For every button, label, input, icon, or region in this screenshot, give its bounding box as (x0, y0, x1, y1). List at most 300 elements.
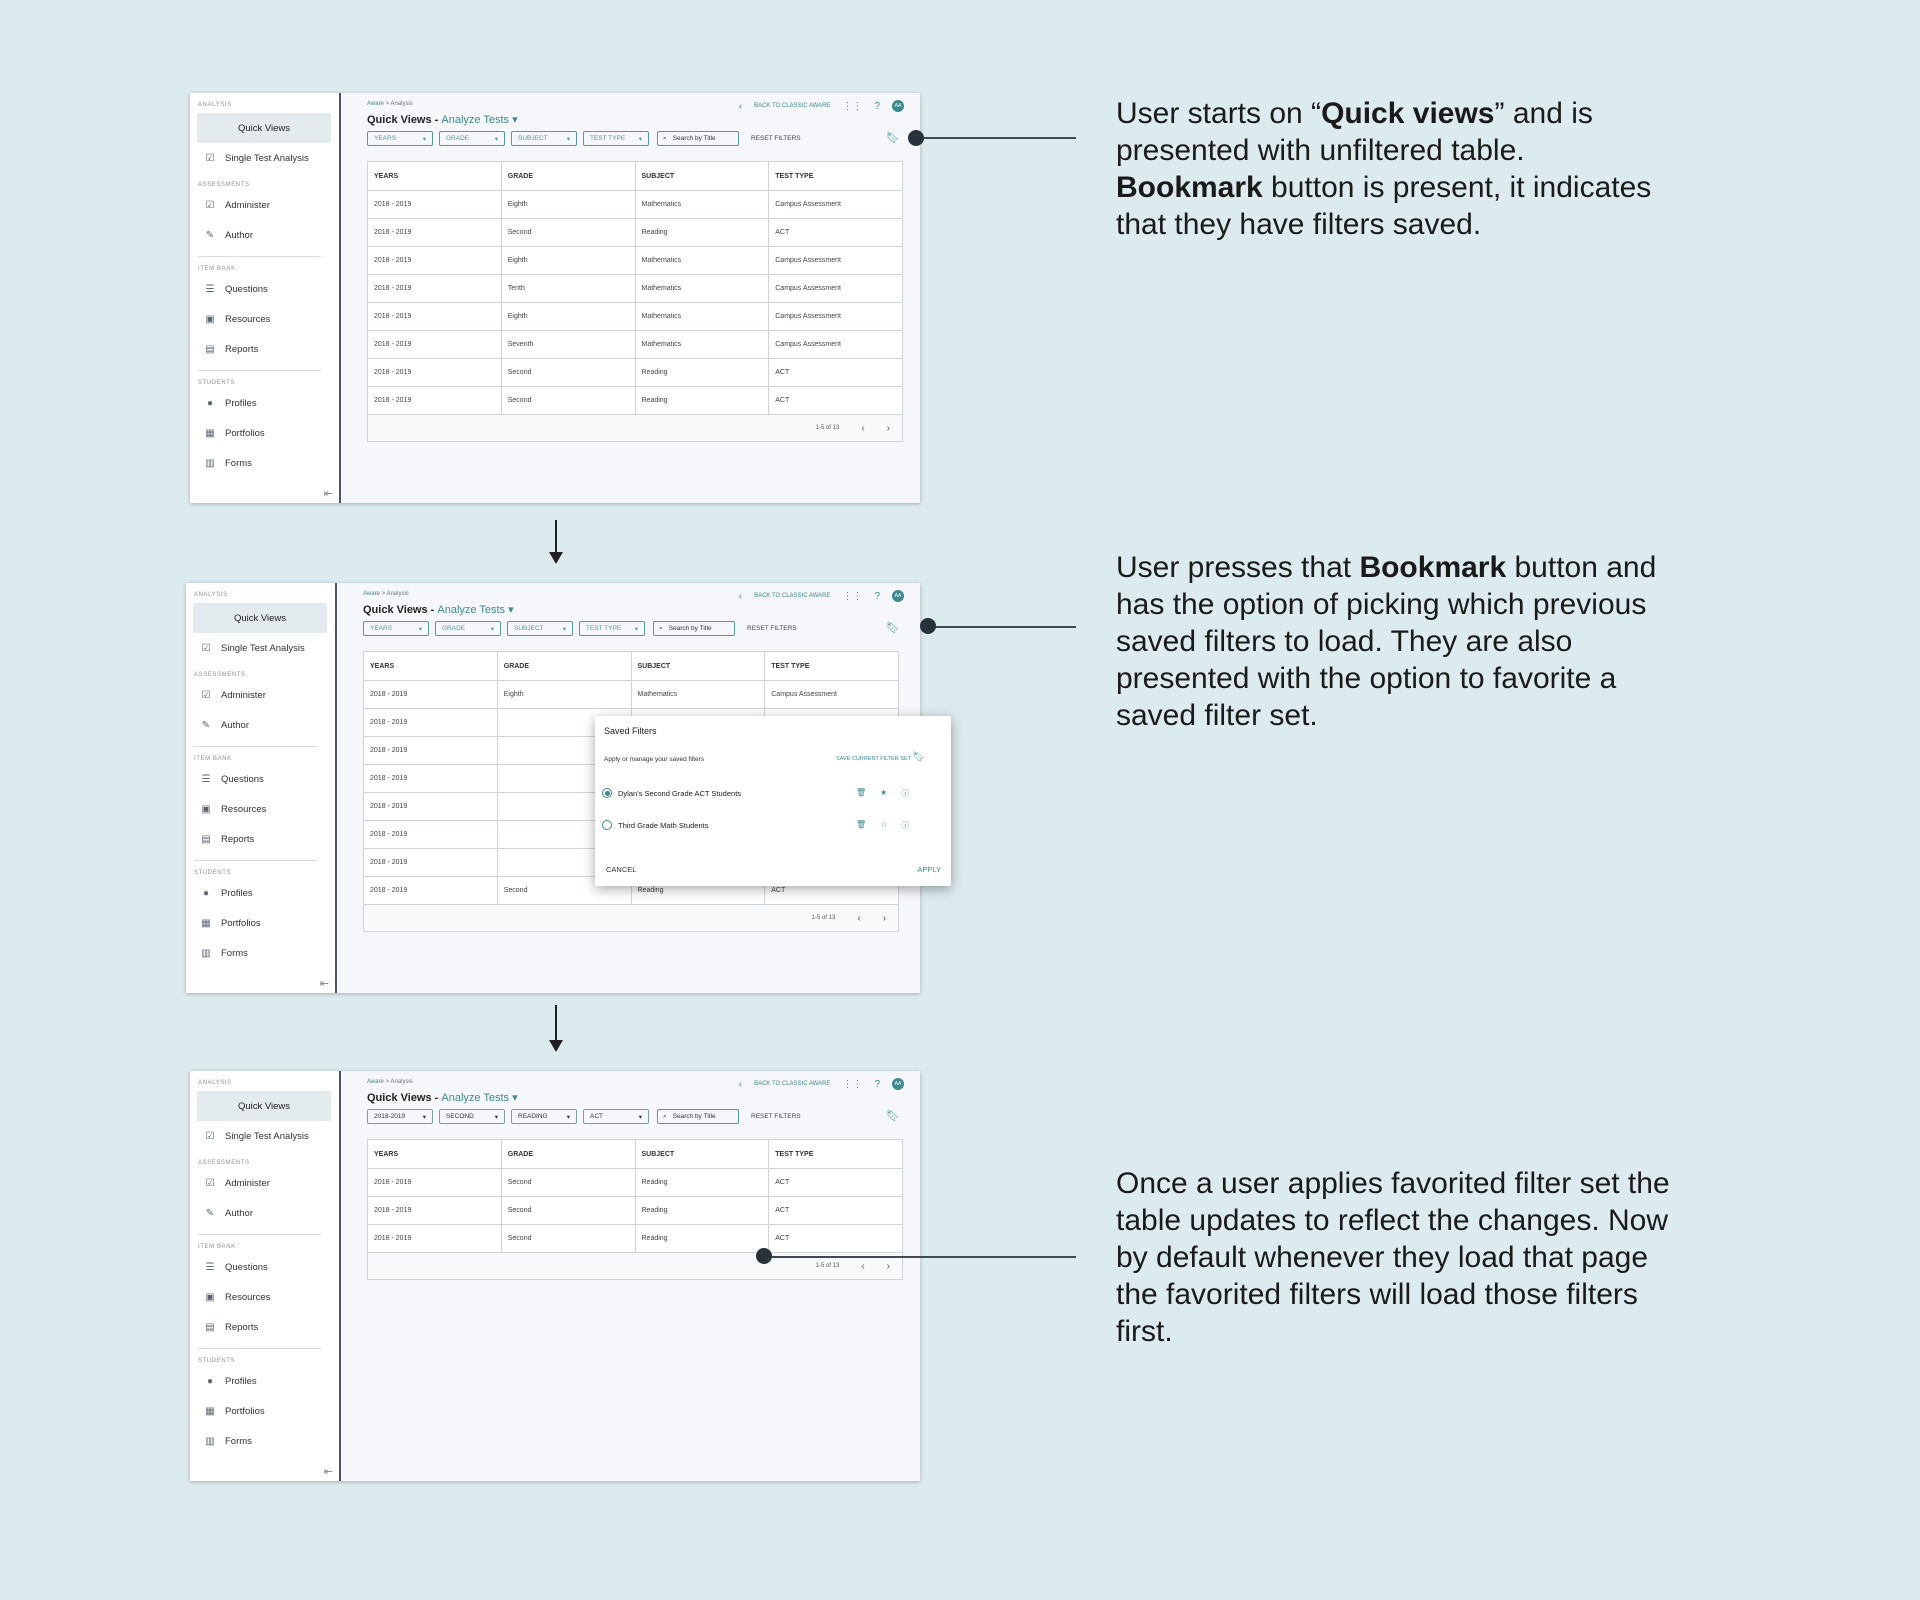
sidebar-item-profiles[interactable] (190, 388, 339, 418)
column-header-years[interactable]: YEARS (368, 1140, 502, 1168)
table-cell: Second (502, 1197, 636, 1224)
screen-1-unfiltered (190, 93, 920, 503)
reset-filters-button[interactable]: RESET FILTERS (751, 135, 801, 142)
reset-filters-button[interactable]: RESET FILTERS (747, 625, 797, 632)
sidebar-item-reports[interactable] (186, 824, 335, 854)
table-row[interactable] (368, 1169, 902, 1197)
checkbox-icon: ☑ (205, 1130, 215, 1142)
table-cell: Reading (636, 1169, 770, 1196)
filter-grade[interactable] (439, 1109, 505, 1124)
table-cell: 2018 - 2019 (364, 709, 498, 736)
column-header-years[interactable]: YEARS (364, 652, 498, 680)
back-arrow-icon[interactable]: ‹ (738, 1078, 743, 1090)
nav-label: Administer (225, 199, 270, 211)
avatar[interactable]: AA (892, 100, 904, 112)
table-cell: Eighth (502, 247, 636, 274)
section-label-analysis: ANALYSIS (198, 102, 232, 108)
sidebar-item-profiles[interactable] (190, 1366, 339, 1396)
table-pagination (364, 905, 898, 931)
table-row[interactable] (368, 331, 902, 359)
delete-icon[interactable]: 🗑︎ (856, 819, 867, 829)
filter-grade[interactable] (435, 621, 501, 636)
column-header-grade[interactable]: GRADE (498, 652, 632, 680)
table-cell: Reading (636, 1197, 770, 1224)
breadcrumb-root[interactable]: Aware (363, 591, 380, 597)
search-icon: ⌕ (663, 1112, 667, 1120)
library-icon: ▣ (205, 1291, 215, 1303)
nav-label: Single Test Analysis (225, 152, 309, 164)
column-header-test-type[interactable]: TEST TYPE (775, 172, 814, 180)
table-row[interactable] (368, 191, 902, 219)
table-cell: 2018 - 2019 (364, 877, 498, 904)
table-pagination (368, 415, 902, 441)
table-cell: Reading (636, 387, 770, 414)
nav-label: Questions (221, 773, 264, 785)
sidebar-item-quick-views[interactable]: Quick Views (197, 113, 331, 143)
nav-label: Forms (221, 947, 248, 959)
collapse-sidebar-icon[interactable]: ⇤ (323, 488, 333, 500)
back-arrow-icon[interactable]: ‹ (738, 590, 743, 602)
checkbox-icon: ☑ (201, 689, 211, 701)
page-title (363, 603, 514, 616)
title-text: Quick Views (363, 604, 428, 616)
table-cell: Second (502, 1169, 636, 1196)
portfolio-icon: ▦ (205, 427, 215, 439)
table-cell: Reading (632, 877, 766, 904)
breadcrumb-current: Analysis (390, 1079, 413, 1085)
dialog-subtitle: Apply or manage your saved filters (604, 756, 705, 763)
note-bold: Bookmark (1359, 551, 1507, 584)
caret-down-icon: ▾ (562, 625, 566, 633)
sidebar-item-administer[interactable] (190, 1168, 339, 1198)
apps-grid-icon[interactable]: ⋮⋮ (842, 590, 863, 602)
nav-label: Single Test Analysis (225, 1130, 309, 1142)
info-icon[interactable]: ⓘ (901, 820, 910, 830)
breadcrumb-current: Analysis (390, 101, 413, 107)
search-icon: ⌕ (659, 624, 663, 632)
search-input[interactable] (657, 131, 739, 146)
bookmark-icon[interactable]: 🔖︎ (886, 622, 900, 634)
table-cell: ACT (775, 1207, 790, 1214)
dialog-title: Saved Filters (604, 726, 657, 736)
delete-icon[interactable]: 🗑︎ (856, 787, 867, 797)
nav-label: Author (221, 719, 249, 731)
nav-label: Administer (225, 1177, 270, 1189)
table-cell: ACT (775, 229, 790, 236)
section-label-students: STUDENTS (194, 870, 232, 876)
sidebar (190, 93, 341, 503)
table-row[interactable] (368, 275, 902, 303)
back-arrow-icon[interactable]: ‹ (738, 100, 743, 112)
portfolio-icon: ▦ (205, 1405, 215, 1417)
star-filled-icon[interactable]: ★ (880, 787, 888, 797)
sidebar-item-quick-views[interactable]: Quick Views (197, 1091, 331, 1121)
portfolio-icon: ▦ (201, 917, 211, 929)
back-to-classic-link[interactable]: BACK TO CLASSIC AWARE (754, 103, 831, 109)
caret-down-icon: ▾ (566, 135, 570, 143)
star-outline-icon[interactable]: ☆ (880, 819, 888, 829)
caret-down-icon: ▾ (638, 1113, 642, 1121)
chevron-left-icon[interactable]: ‹ (861, 422, 865, 434)
pencil-icon: ✎ (205, 1207, 215, 1219)
caret-down-icon[interactable]: ▾ (508, 604, 514, 616)
breadcrumb-root[interactable]: Aware (367, 1079, 384, 1085)
section-label-assessments: ASSESSMENTS (198, 1160, 250, 1166)
search-placeholder: Search by Title (672, 135, 716, 142)
main-panel (341, 1071, 920, 1481)
breadcrumb (367, 1079, 413, 1085)
table-cell: Campus Assessment (775, 285, 841, 292)
table-cell: ACT (775, 1235, 790, 1242)
back-to-classic-link[interactable]: BACK TO CLASSIC AWARE (754, 593, 831, 599)
bookmark-icon[interactable]: 🔖︎ (886, 1110, 900, 1122)
table-cell: Eighth (502, 191, 636, 218)
caret-down-icon: ▾ (418, 625, 422, 633)
table-cell: Second (502, 1225, 636, 1252)
column-header-subject[interactable]: SUBJECT (632, 652, 766, 680)
table-cell: Reading (636, 219, 770, 246)
sidebar-item-portfolios[interactable] (186, 908, 335, 938)
flow-arrow-1 (555, 520, 557, 562)
filter-label: YEARS (374, 135, 397, 142)
column-header-subject[interactable]: SUBJECT (636, 162, 770, 190)
table-cell: 2018 - 2019 (364, 821, 498, 848)
caret-down-icon[interactable]: ▾ (512, 1092, 518, 1104)
apps-grid-icon[interactable]: ⋮⋮ (842, 1078, 863, 1090)
column-header-years[interactable]: YEARS (368, 162, 502, 190)
sidebar-item-single-test-analysis[interactable] (190, 143, 339, 173)
avatar[interactable]: AA (892, 1078, 904, 1090)
table-cell: ACT (771, 887, 786, 894)
data-table (367, 1139, 903, 1280)
caret-down-icon[interactable]: ▾ (512, 114, 518, 126)
annotation-step-2 (1116, 549, 1676, 734)
table-cell: 2018 - 2019 (368, 387, 502, 414)
chevron-left-icon[interactable]: ‹ (861, 1260, 865, 1272)
sidebar-item-author[interactable] (186, 710, 335, 740)
nav-label: Profiles (221, 887, 253, 899)
caret-down-icon: ▾ (494, 135, 498, 143)
filter-test-type[interactable] (583, 1109, 649, 1124)
sidebar-item-resources[interactable] (190, 304, 339, 334)
filter-years[interactable] (363, 621, 429, 636)
table-row[interactable] (364, 681, 898, 709)
section-label-item-bank: ITEM BANK (198, 1244, 236, 1250)
nav-label: Profiles (225, 1375, 257, 1387)
nav-label: Questions (225, 283, 268, 295)
divider (198, 370, 321, 371)
title-text: Quick Views (367, 114, 432, 126)
collapse-sidebar-icon[interactable]: ⇤ (323, 1466, 333, 1478)
table-cell: Campus Assessment (771, 691, 837, 698)
table-cell: Second (502, 387, 636, 414)
filter-label: GRADE (442, 625, 466, 632)
cancel-button[interactable]: CANCEL (606, 865, 637, 874)
screen-2-saved-filters-dialog (186, 583, 941, 993)
table-cell: Reading (636, 359, 770, 386)
table-row[interactable] (368, 359, 902, 387)
info-icon[interactable]: ⓘ (901, 788, 910, 798)
table-cell: Campus Assessment (775, 201, 841, 208)
table-body (368, 191, 902, 415)
filter-subject[interactable] (511, 131, 577, 146)
sidebar-item-single-test-analysis[interactable] (190, 1121, 339, 1151)
top-right-actions (739, 1078, 904, 1090)
nav-label: Resources (225, 1291, 271, 1303)
sidebar-item-resources[interactable] (186, 794, 335, 824)
section-label-students: STUDENTS (198, 1358, 236, 1364)
sidebar-item-questions[interactable] (190, 274, 339, 304)
column-header-grade[interactable]: GRADE (502, 162, 636, 190)
nav-label: Reports (221, 833, 255, 845)
sidebar-item-administer[interactable] (186, 680, 335, 710)
table-cell: 2018 - 2019 (368, 331, 502, 358)
section-label-analysis: ANALYSIS (194, 592, 228, 598)
avatar[interactable]: AA (892, 590, 904, 602)
table-row[interactable] (368, 247, 902, 275)
page-title (367, 1091, 518, 1104)
table-cell: Tenth (502, 275, 636, 302)
pagination-text: 1-5 of 13 (815, 425, 840, 431)
filter-label: YEARS (370, 625, 393, 632)
table-cell: ACT (775, 369, 790, 376)
filter-label: TEST TYPE (590, 135, 626, 142)
sidebar-item-forms[interactable] (190, 448, 339, 478)
sidebar-item-author[interactable] (190, 220, 339, 250)
caret-down-icon: ▾ (566, 1113, 570, 1121)
person-icon: ● (206, 1375, 214, 1387)
table-row[interactable] (368, 1225, 902, 1253)
table-cell: Eighth (498, 681, 632, 708)
connector-dot-2 (920, 618, 936, 634)
filter-test-type[interactable] (583, 131, 649, 146)
connector-line-3 (764, 1256, 1076, 1258)
filter-years[interactable] (367, 131, 433, 146)
table-header (364, 652, 898, 681)
reset-filters-button[interactable]: RESET FILTERS (751, 1113, 801, 1120)
checkbox-icon: ☑ (205, 199, 215, 211)
sidebar-item-portfolios[interactable] (190, 418, 339, 448)
table-cell: Second (502, 359, 636, 386)
table-row[interactable] (368, 387, 902, 415)
table-row[interactable] (368, 219, 902, 247)
saved-filter-option[interactable] (602, 820, 922, 830)
table-cell: 2018 - 2019 (368, 247, 502, 274)
caret-down-icon: ▾ (634, 625, 638, 633)
table-cell: 2018 - 2019 (368, 359, 502, 386)
help-icon[interactable]: ? (874, 590, 880, 602)
column-header-subject[interactable]: SUBJECT (636, 1140, 770, 1168)
table-cell: Mathematics (636, 303, 770, 330)
list-icon: ☰ (201, 773, 211, 785)
title-separator: - (427, 604, 438, 616)
connector-dot-1 (908, 130, 924, 146)
chevron-right-icon[interactable]: › (886, 422, 890, 434)
nav-label: Forms (225, 457, 252, 469)
sidebar-item-quick-views[interactable]: Quick Views (193, 603, 327, 633)
radio-selected[interactable] (602, 788, 612, 798)
section-label-item-bank: ITEM BANK (194, 756, 232, 762)
filter-years[interactable] (367, 1109, 433, 1124)
breadcrumb-separator: > (385, 1079, 390, 1085)
document-icon: ▥ (205, 1435, 215, 1447)
filter-test-type[interactable] (579, 621, 645, 636)
view-selector[interactable]: Analyze Tests (437, 604, 506, 616)
saved-filter-name: Third Grade Math Students (618, 820, 709, 830)
collapse-sidebar-icon[interactable]: ⇤ (319, 978, 329, 990)
filter-subject[interactable] (511, 1109, 577, 1124)
divider (198, 256, 321, 257)
table-cell: Campus Assessment (775, 257, 841, 264)
table-cell: Mathematics (636, 275, 770, 302)
filter-label: SUBJECT (518, 135, 548, 142)
sidebar-item-reports[interactable] (190, 1312, 339, 1342)
saved-filter-option[interactable] (602, 788, 922, 798)
table-row[interactable] (368, 1197, 902, 1225)
nav-label: Single Test Analysis (221, 642, 305, 654)
nav-label: Resources (225, 313, 271, 325)
view-selector[interactable]: Analyze Tests (441, 1092, 510, 1104)
sidebar-item-forms[interactable] (190, 1426, 339, 1456)
pagination-text: 1-5 of 13 (815, 1263, 840, 1269)
top-right-actions (739, 100, 904, 112)
sidebar-item-resources[interactable] (190, 1282, 339, 1312)
chevron-right-icon[interactable]: › (882, 912, 886, 924)
connector-line-1 (916, 137, 1076, 139)
main-panel (341, 93, 920, 503)
search-placeholder: Search by Title (668, 625, 712, 632)
radio-unselected[interactable] (602, 820, 612, 830)
sidebar-item-profiles[interactable] (186, 878, 335, 908)
section-label-analysis: ANALYSIS (198, 1080, 232, 1086)
table-cell: 2018 - 2019 (368, 1225, 502, 1252)
sidebar-item-reports[interactable] (190, 334, 339, 364)
caret-down-icon: ▾ (638, 135, 642, 143)
search-input[interactable] (653, 621, 735, 636)
table-row[interactable] (368, 303, 902, 331)
person-icon: ● (202, 887, 210, 899)
apply-button[interactable]: APPLY (917, 865, 941, 874)
document-icon: ▥ (205, 457, 215, 469)
table-cell: Second (502, 219, 636, 246)
filter-bar (367, 1109, 801, 1124)
filter-value: READING (518, 1113, 548, 1120)
breadcrumb-separator: > (385, 101, 390, 107)
sidebar-item-author[interactable] (190, 1198, 339, 1228)
table-cell: Campus Assessment (775, 341, 841, 348)
nav-label: Portfolios (225, 427, 265, 439)
main-panel (337, 583, 941, 993)
chevron-left-icon[interactable]: ‹ (857, 912, 861, 924)
screen-3-filtered (190, 1071, 920, 1481)
saved-filter-name: Dylan's Second Grade ACT Students (618, 788, 742, 798)
flow-arrow-2 (555, 1005, 557, 1050)
annotation-step-1 (1116, 95, 1676, 243)
table-cell: 2018 - 2019 (368, 219, 502, 246)
table-cell: 2018 - 2019 (364, 765, 498, 792)
sidebar-item-administer[interactable] (190, 190, 339, 220)
person-icon: ● (206, 397, 214, 409)
pencil-icon: ✎ (205, 229, 215, 241)
section-label-assessments: ASSESSMENTS (194, 672, 246, 678)
column-header-test-type[interactable]: TEST TYPE (771, 662, 810, 670)
chevron-right-icon[interactable]: › (886, 1260, 890, 1272)
back-to-classic-link[interactable]: BACK TO CLASSIC AWARE (754, 1081, 831, 1087)
note-bold: Bookmark (1116, 171, 1263, 204)
top-right-actions (739, 590, 904, 602)
nav-label: Portfolios (225, 1405, 265, 1417)
list-icon: ☰ (205, 1261, 215, 1273)
nav-label: Profiles (225, 397, 257, 409)
sidebar-item-questions[interactable] (190, 1252, 339, 1282)
table-cell: 2018 - 2019 (364, 849, 498, 876)
nav-label: Resources (221, 803, 267, 815)
table-body (368, 1169, 902, 1253)
sidebar-item-portfolios[interactable] (190, 1396, 339, 1426)
bookmark-icon[interactable]: 🔖︎ (886, 132, 900, 144)
note-text: button is present, it indicates that they have filters saved. (1116, 171, 1652, 241)
filter-grade[interactable] (439, 131, 505, 146)
caret-down-icon: ▾ (490, 625, 494, 633)
saved-filters-dialog (595, 716, 951, 886)
filter-value: 2018-2019 (374, 1113, 406, 1120)
checkbox-icon: ☑ (205, 152, 215, 164)
nav-label: Questions (225, 1261, 268, 1273)
sidebar (186, 583, 337, 993)
caret-down-icon: ▾ (422, 135, 426, 143)
view-selector[interactable]: Analyze Tests (441, 114, 510, 126)
search-input[interactable] (657, 1109, 739, 1124)
note-text: button and has the option of picking which previous saved filters to load. They are also presented with the option to favorite a saved filter set. (1116, 551, 1657, 732)
breadcrumb-current: Analysis (386, 591, 409, 597)
table-cell: ACT (775, 1179, 790, 1186)
table-cell: 2018 - 2019 (368, 1169, 502, 1196)
document-icon: ▥ (201, 947, 211, 959)
pagination-text: 1-5 of 13 (811, 915, 836, 921)
column-header-grade[interactable]: GRADE (502, 1140, 636, 1168)
column-header-test-type[interactable]: TEST TYPE (775, 1150, 814, 1158)
divider (198, 1348, 321, 1349)
table-cell: 2018 - 2019 (368, 1197, 502, 1224)
search-icon: ⌕ (663, 134, 667, 142)
sidebar-item-questions[interactable] (186, 764, 335, 794)
report-icon: ▤ (205, 343, 215, 355)
filter-subject[interactable] (507, 621, 573, 636)
bookmark-add-icon[interactable]: 🔖︎ (912, 752, 925, 763)
save-current-filter-set-button[interactable]: SAVE CURRENT FILTER SET (836, 756, 911, 762)
library-icon: ▣ (205, 313, 215, 325)
report-icon: ▤ (201, 833, 211, 845)
search-placeholder: Search by Title (672, 1113, 716, 1120)
nav-label: Reports (225, 343, 259, 355)
help-icon[interactable]: ? (874, 100, 880, 112)
table-cell: Campus Assessment (775, 313, 841, 320)
help-icon[interactable]: ? (874, 1078, 880, 1090)
title-separator: - (431, 1092, 442, 1104)
table-cell: 2018 - 2019 (364, 681, 498, 708)
divider (198, 1234, 321, 1235)
sidebar-item-single-test-analysis[interactable] (186, 633, 335, 663)
section-label-students: STUDENTS (198, 380, 236, 386)
apps-grid-icon[interactable]: ⋮⋮ (842, 100, 863, 112)
filter-label: TEST TYPE (586, 625, 622, 632)
breadcrumb-root[interactable]: Aware (367, 101, 384, 107)
nav-label: Portfolios (221, 917, 261, 929)
page-title (367, 113, 518, 126)
sidebar-item-forms[interactable] (186, 938, 335, 968)
table-cell: 2018 - 2019 (368, 275, 502, 302)
table-cell: 2018 - 2019 (368, 191, 502, 218)
